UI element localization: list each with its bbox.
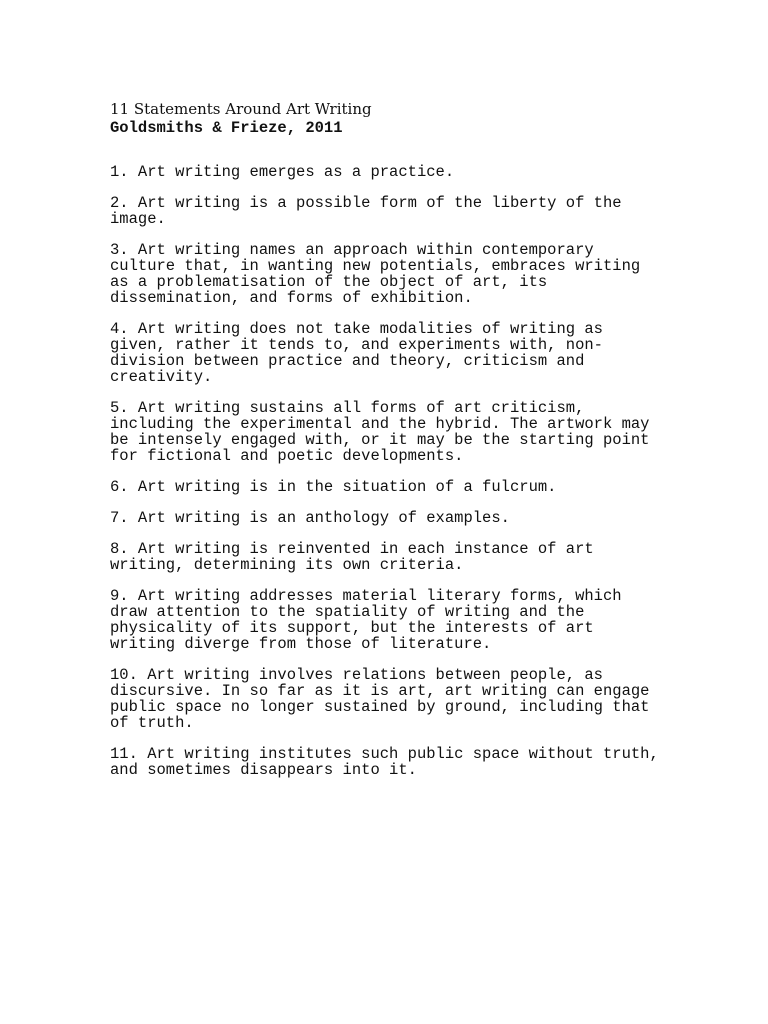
statement-item: 11. Art writing institutes such public space without truth, and sometimes disappears into it. [110,745,659,779]
statement-item: 8. Art writing is reinvented in each instance of art writing, determining its own criteria. [110,540,594,574]
document-title: 11 Statements Around Art Writing [110,100,372,118]
statement-item: 1. Art writing emerges as a practice. [110,163,455,181]
statement-item: 5. Art writing sustains all forms of art criticism, including the experimental and the hybrid. The artwork may be intensely engaged with, or it may be the starting point for fictional and poetic developments. [110,399,650,465]
statement-item: 3. Art writing names an approach within contemporary culture that, in wanting new potentials, embraces writing as a problematisation of the object of art, its dissemination, and forms of exhibition. [110,241,641,307]
statement-item: 10. Art writing involves relations between people, as discursive. In so far as it is art, art writing can engage public space no longer sustained by ground, including that of truth. [110,666,650,732]
document-page [110,100,670,793]
statement-item: 4. Art writing does not take modalities of writing as given, rather it tends to, and experiments with, non- division between practice and theory, criticism and creativity. [110,320,603,386]
statement-list [110,164,670,778]
statement-item: 9. Art writing addresses material literary forms, which draw attention to the spatiality of writing and the physicality of its support, but the interests of art writing diverge from those of literature. [110,587,622,653]
statement-item: 7. Art writing is an anthology of examples. [110,509,510,527]
statement-item: 6. Art writing is in the situation of a fulcrum. [110,478,557,496]
statement-item: 2. Art writing is a possible form of the liberty of the image. [110,194,622,228]
document-subtitle: Goldsmiths & Frieze, 2011 [110,119,343,137]
